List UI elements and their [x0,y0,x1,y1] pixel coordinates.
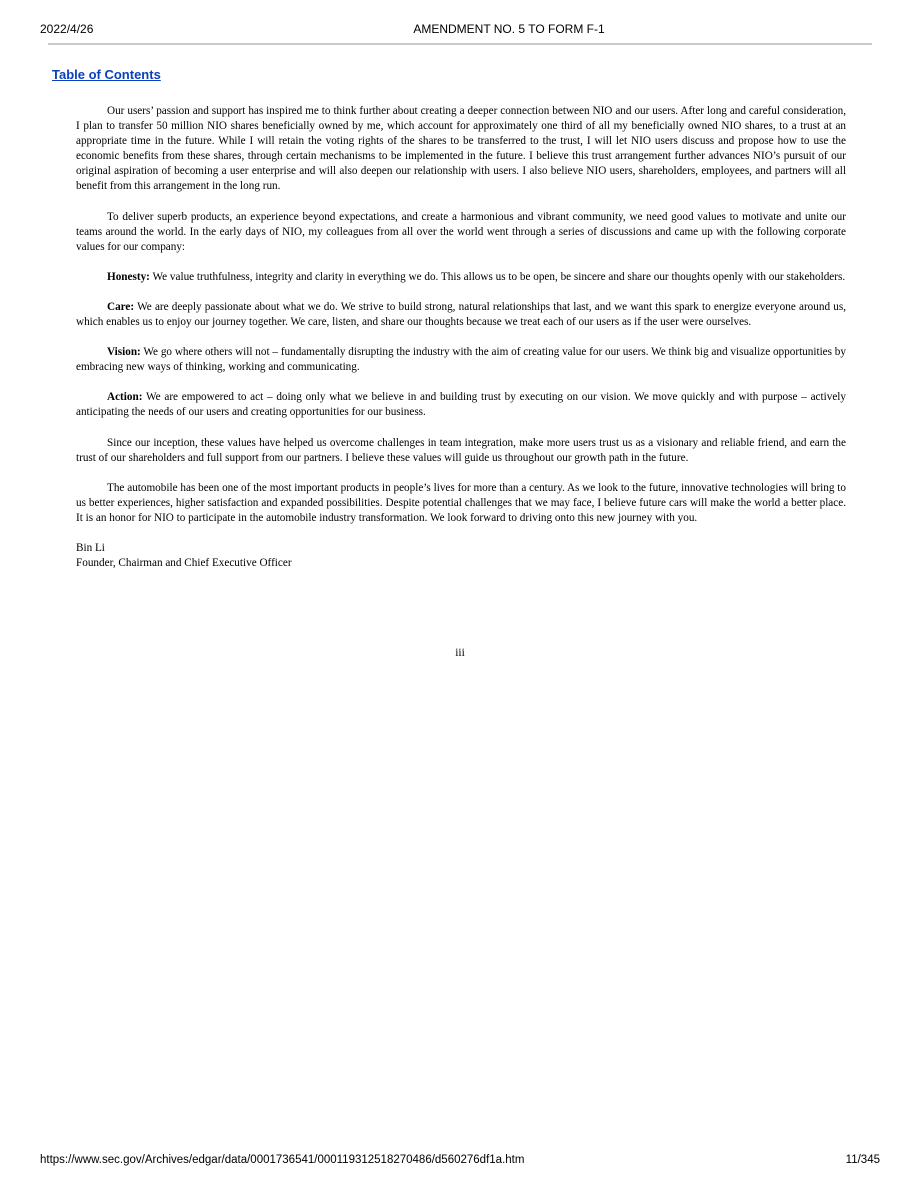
letter-body [76,104,846,571]
action-label: Action: [107,391,143,404]
paragraph-vision [76,345,846,375]
print-footer [0,1154,920,1170]
signature-block [76,541,846,571]
paragraph-trust-arrangement: Our users’ passion and support has inspired me to think further about creating a deeper connection between NIO and our users. After long and careful consideration, I plan to transfer 50 million NIO shares beneficially owned by me, which account for approximately one third of all my beneficially owned NIO shares, to a trust at an appropriate time in the future. While I will retain the voting rights of the shares to be transferred to the trust, I will let NIO users discuss and propose how to use the economic benefits from these shares, through certain mechanisms to be implemented in the future. I believe this trust arrangement further advances NIO’s pursuit of our original aspiration of becoming a user enterprise and will also deepen our relationship with users. I also believe NIO users, shareholders, employees, and partners will all benefit from this arrangement in the long run. [76,105,846,193]
care-text: We are deeply passionate about what we do. We strive to build strong, natural relationships that last, and we want this spark to energize everyone around us, which enables us to enjoy our journey together. We care, listen, and share our thoughts because we treat each of our users as if the user were ourselves. [76,300,846,329]
print-date: 2022/4/26 [40,22,94,36]
print-header [0,20,920,40]
honesty-label: Honesty: [107,270,150,283]
honesty-text: We value truthfulness, integrity and clarity in everything we do. This allows us to be open, be sincere and share our thoughts openly with our stakeholders. [149,270,846,283]
action-text: We are empowered to act – doing only what we believe in and building trust by executing on our vision. We move quickly and with purpose – actively anticipating the needs of our users and creating opportunities for our business. [76,391,846,419]
care-label: Care: [107,300,135,313]
vision-label: Vision: [107,346,141,359]
source-url: https://www.sec.gov/Archives/edgar/data/0001736541/000119312518270486/d560276df1a.htm [40,1154,525,1166]
vision-text: We go where others will not – fundamentally disrupting the industry with the aim of creating value for our users. We think big and visualize opportunities by embracing new ways of thinking, working and communicating. [76,346,846,374]
document-title: AMENDMENT NO. 5 TO FORM F-1 [413,22,605,36]
paragraph-corporate-values-intro: To deliver superb products, an experience beyond expectations, and create a harmonious and vibrant community, we need good values to motivate and unite our teams around the world. In the early days of NIO, my colleagues from all over the world went through a series of discussions and came up with the following corporate values for our company: [76,210,846,253]
signatory-name: Bin Li [76,541,105,554]
print-page-count: 11/345 [845,1154,880,1166]
header-divider [48,43,872,45]
page-number: iii [455,647,465,659]
signatory-title: Founder, Chairman and Chief Executive Officer [76,557,292,570]
paragraph-honesty [76,270,846,285]
paragraph-future-outlook: The automobile has been one of the most important products in people’s lives for more than a century. As we look to the future, innovative technologies will bring to us better experiences, higher satisfaction and expanded possibilities. Despite potential challenges that we may face, I believe future cars will make the world a better place. It is an honor for NIO to participate in the automobile industry transformation. We look forward to driving onto this new journey with you. [76,481,846,524]
table-of-contents-link[interactable]: Table of Contents [52,67,161,82]
paragraph-action [76,390,846,420]
paragraph-values-impact: Since our inception, these values have helped us overcome challenges in team integration, make more users trust us as a visionary and reliable friend, and earn the trust of our shareholders and full support from our partners. I believe these values will guide us throughout our growth path in the future. [76,436,846,464]
paragraph-care [76,300,846,330]
